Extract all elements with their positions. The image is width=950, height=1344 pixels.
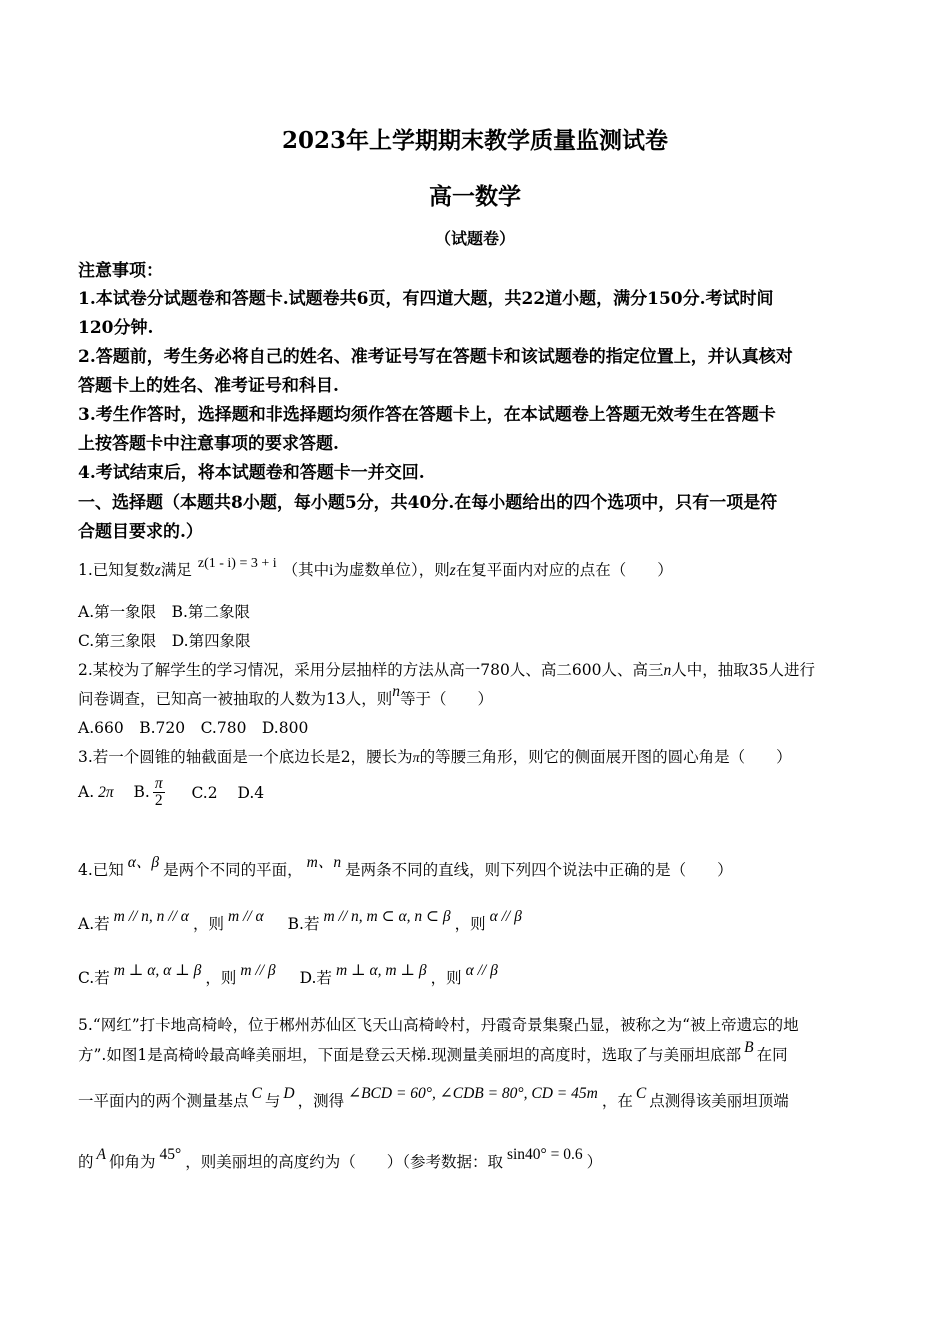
q5-point-a: A: [96, 1146, 106, 1163]
q1-option-a[interactable]: A.第一象限: [78, 603, 157, 621]
q5-point-c: C: [635, 1085, 647, 1102]
q1-text: （其中: [282, 561, 330, 579]
q5-point-d: D: [283, 1085, 295, 1102]
notice-item-1-cont: 120分钟.: [78, 318, 154, 338]
question-2-options[interactable]: A.660 B.720 C.780 D.800: [78, 719, 309, 737]
q3-pi: π: [412, 751, 420, 766]
q3-text: 3.若一个圆锥的轴截面是一个底边长是2，腰长为: [78, 748, 413, 766]
q5-text: 点测得该美丽坦顶端: [649, 1092, 789, 1110]
q2-var-n: n: [392, 683, 400, 700]
q3-option-a[interactable]: [78, 783, 114, 802]
question-1-options-ab: [78, 600, 250, 622]
q4-option-a-condition: m // n, n // α: [113, 908, 189, 925]
q4-option-c-result: m // β: [240, 962, 276, 979]
q3-option-a-value: 2π: [98, 784, 114, 802]
paper-type: （试题卷）: [434, 229, 515, 248]
q2-text: 问卷调查，已知高一被抽取的人数为13人，则: [78, 690, 393, 708]
question-4-options-ab: [78, 908, 526, 934]
q4-option-c-then: ，则: [205, 969, 237, 987]
q4-option-b-label: B.若: [287, 915, 320, 933]
q2-text: 人中，抽取35人进行: [671, 661, 815, 679]
q3-option-c[interactable]: C.2: [191, 783, 218, 802]
q1-option-b[interactable]: B.第二象限: [171, 603, 250, 621]
q5-elevation-angle: 45°: [159, 1146, 182, 1163]
q3-option-a-label: A.: [78, 783, 95, 802]
q4-option-b-condition: m // n, m ⊂ α, n ⊂ β: [323, 908, 451, 925]
notice-heading: 注意事项：: [78, 261, 163, 281]
notice-item-2: 2.答题前，考生务必将自己的姓名、准考证号写在答题卡和该试题卷的指定位置上，并认真核对: [78, 347, 793, 367]
q1-option-c[interactable]: C.第三象限: [78, 632, 157, 650]
question-3-options: [78, 776, 264, 810]
question-5-stem-2: [78, 1039, 788, 1065]
q5-text: 在同: [756, 1046, 788, 1064]
notice-item-3-cont: 上按答题卡中注意事项的要求答题.: [78, 434, 339, 454]
question-5-stem-4: [78, 1146, 603, 1172]
q5-text: ）: [586, 1153, 603, 1171]
q1-text: 满足: [160, 561, 192, 579]
q2-text: 2.某校为了解学生的学习情况，采用分层抽样的方法从高一780人、高二600人、高三: [78, 661, 664, 679]
q4-option-c[interactable]: [78, 962, 280, 987]
notice-item-4: 4.考试结束后，将本试题卷和答题卡一并交回.: [78, 463, 425, 483]
q5-text: 与: [264, 1092, 281, 1110]
q5-measurements: ∠BCD = 60°, ∠CDB = 80°, CD = 45m: [348, 1085, 598, 1102]
q1-var-i: i: [329, 562, 334, 579]
q4-option-b[interactable]: [287, 908, 526, 933]
section-heading: 一、选择题（本题共8小题，每小题5分，共40分.在每小题给出的四个选项中，只有一项是符: [78, 493, 778, 513]
q4-option-b-result: α // β: [489, 908, 522, 925]
q4-planes: α、β: [127, 854, 160, 871]
q5-reference-data: sin40° = 0.6: [506, 1146, 583, 1163]
question-4-stem: [78, 854, 733, 880]
question-2-stem: [78, 658, 815, 680]
q4-option-d-then: ，则: [430, 969, 462, 987]
q4-option-b-then: ，则: [454, 915, 486, 933]
exam-title: 2023年上学期期末教学质量监测试卷: [281, 127, 668, 154]
q4-option-d-condition: m ⊥ α, m ⊥ β: [335, 962, 427, 979]
q5-text: 方”.如图1是高椅岭最高峰美丽坦，下面是登云天梯.现测量美丽坦的高度时，选取了与美丽坦底部: [78, 1046, 742, 1064]
q3-option-b-label: B.: [133, 782, 150, 801]
notice-item-2-cont: 答题卡上的姓名、准考证号和科目.: [78, 376, 339, 396]
q4-lines: m、n: [306, 854, 342, 871]
q5-text: 一平面内的两个测量基点: [78, 1092, 249, 1110]
q3-fraction-denominator: 2: [154, 792, 163, 810]
q3-option-b-fraction: [153, 776, 165, 810]
question-2-stem-cont: [78, 683, 493, 709]
q2-var-n: n: [663, 662, 672, 679]
section-heading-cont: 合题目要求的.）: [78, 522, 203, 542]
q3-option-d[interactable]: D.4: [237, 783, 265, 802]
q5-text: ，则美丽坦的高度约为（ ）（参考数据：取: [185, 1153, 503, 1171]
question-5-stem: 5.“网红”打卡地高椅岭，位于郴州苏仙区飞天山高椅岭村，丹霞奇景集聚凸显，被称之为“被上帝遗忘的地: [78, 1016, 799, 1034]
notice-item-3: 3.考生作答时，选择题和非选择题均须作答在答题卡上，在本试题卷上答题无效考生在答题卡: [78, 405, 776, 425]
q4-option-a-result: m // α: [227, 908, 264, 925]
notice-item-1: 1.本试卷分试题卷和答题卡.试题卷共6页，有四道大题，共22道小题，满分150分.考试时间: [78, 289, 774, 309]
q4-option-c-label: C.若: [78, 969, 110, 987]
q2-text: 等于（ ）: [399, 690, 493, 708]
question-1-options-cd: [78, 629, 251, 651]
question-4-options-cd: [78, 962, 502, 988]
question-5-stem-3: [78, 1085, 789, 1111]
q4-option-a-label: A.若: [78, 915, 110, 933]
q4-text: 4.已知: [78, 861, 124, 879]
q1-var-z: z: [154, 562, 161, 579]
q4-text: 是两个不同的平面，: [163, 861, 303, 879]
q5-point-c: C: [251, 1085, 262, 1102]
q1-text: 为虚数单位），则: [333, 561, 450, 579]
q4-text: 是两条不同的直线，则下列四个说法中正确的是（ ）: [345, 861, 733, 879]
q5-text: ，在: [601, 1092, 633, 1110]
q3-option-b[interactable]: [134, 776, 168, 810]
q4-option-d[interactable]: [299, 962, 502, 987]
q1-equation: z(1 - i) = 3 + i: [197, 556, 277, 571]
question-1-stem: [78, 558, 673, 580]
q5-text: 仰角为: [108, 1153, 156, 1171]
q1-text: 1.已知复数: [78, 561, 155, 579]
q1-var-z: z: [449, 562, 456, 579]
question-3-stem: [78, 745, 792, 767]
q3-fraction-numerator: π: [154, 775, 163, 792]
q5-text: ，测得: [297, 1092, 345, 1110]
q1-text: 在复平面内对应的点在（ ）: [455, 561, 673, 579]
q4-option-c-condition: m ⊥ α, α ⊥ β: [113, 962, 202, 979]
q4-option-a[interactable]: [78, 908, 268, 933]
subject-title: 高一数学: [429, 183, 521, 210]
q4-option-d-label: D.若: [299, 969, 332, 987]
q5-text: 的: [78, 1153, 94, 1171]
q4-option-a-then: ，则: [192, 915, 224, 933]
q3-text: 的等腰三角形，则它的侧面展开图的圆心角是（ ）: [419, 748, 792, 766]
q5-point-b: B: [744, 1039, 754, 1056]
q4-option-d-result: α // β: [465, 962, 498, 979]
q1-option-d[interactable]: D.第四象限: [171, 632, 251, 650]
